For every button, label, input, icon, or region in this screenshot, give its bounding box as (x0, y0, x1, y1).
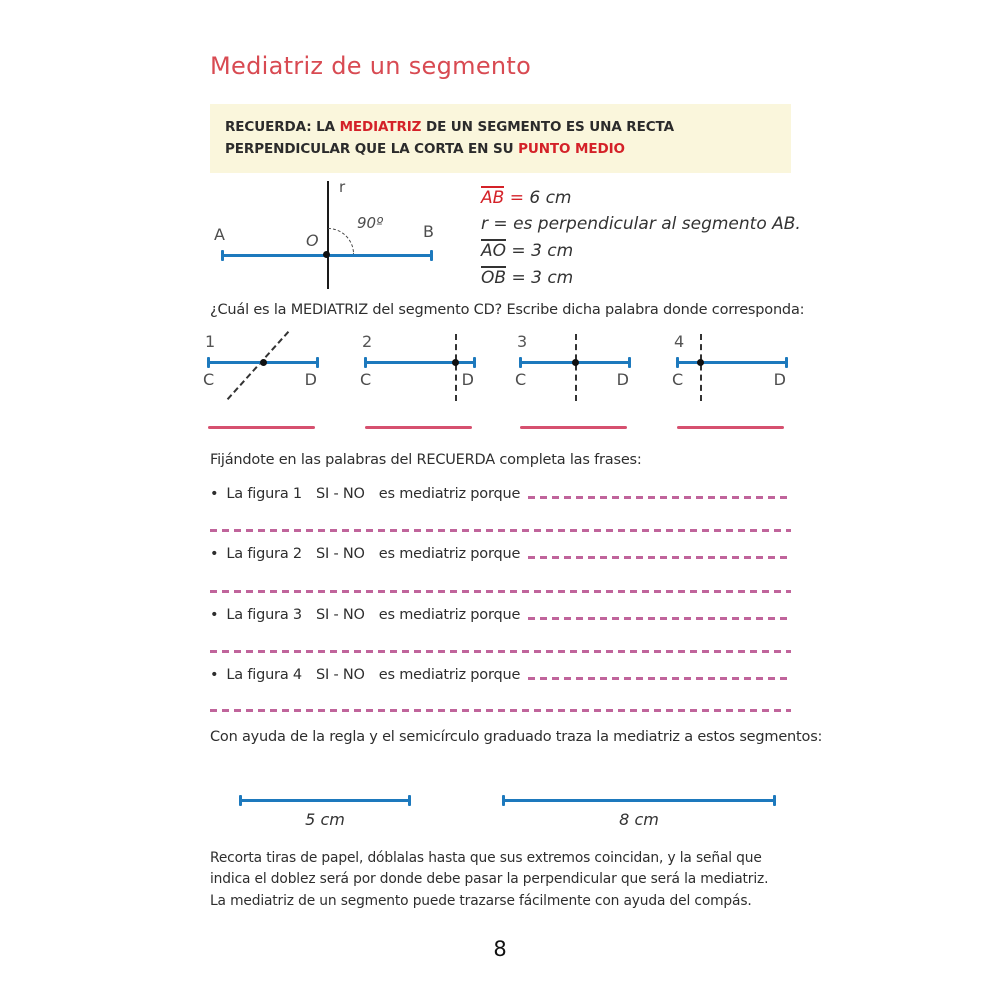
figure-1 (203, 330, 323, 406)
fact-r-value: es perpendicular al segmento AB. (513, 213, 801, 234)
segment-8cm[interactable] (503, 799, 775, 802)
fact-ao (481, 239, 801, 262)
frase-1-suffix: es mediatriz porque (378, 486, 521, 502)
bullet-icon: • (210, 546, 219, 562)
note-highlight-punto-medio: PUNTO MEDIO (518, 140, 625, 157)
figure-2-label-d: D (461, 370, 474, 389)
fact-ao-value: 3 cm (531, 240, 574, 261)
footer-paragraph (210, 848, 798, 912)
frase-1-si-no-options: SI - NO (315, 486, 365, 502)
recuerda-note (210, 104, 791, 173)
answer-line-2[interactable] (365, 426, 472, 429)
frase-3-suffix: es mediatriz porque (378, 607, 521, 623)
figure-3-label-d: D (616, 370, 629, 389)
figure-4-dashed-line (700, 334, 702, 401)
figure-4-label-c: C (672, 370, 684, 389)
figure-3 (515, 330, 635, 406)
frase-3-continuation-line[interactable] (210, 650, 791, 653)
figure-1-number: 1 (205, 332, 216, 351)
note-highlight-mediatriz: MEDIATRIZ (339, 119, 422, 135)
frase-row-2 (210, 546, 791, 562)
figure-1-dashed-line (227, 331, 289, 400)
frase-4-continuation-line[interactable] (210, 709, 791, 712)
fact-ao-eq: = (506, 240, 532, 261)
figure-3-intersection-dot (572, 359, 579, 366)
frase-4-si-no-options: SI - NO (315, 667, 365, 683)
label-a: A (214, 225, 225, 244)
figure-1-intersection-dot (260, 359, 267, 366)
segment-5cm[interactable] (240, 799, 410, 802)
bullet-icon: • (210, 667, 219, 683)
figure-2-intersection-dot (452, 359, 459, 366)
fact-r (481, 214, 801, 234)
figure-3-dashed-line (575, 334, 577, 401)
fact-ab-eq: = (504, 188, 530, 208)
fact-r-eq: = (488, 213, 514, 234)
question-text: ¿Cuál es la MEDIATRIZ del segmento CD? Escribe dicha palabra donde corresponda: (210, 302, 805, 318)
segment-8cm-label: 8 cm (619, 810, 659, 829)
answer-line-3[interactable] (520, 426, 627, 429)
label-b: B (423, 222, 434, 241)
footer-line-1: Recorta tiras de papel, dóblalas hasta que sus extremos coincidan, y la señal que indica el doblez será por donde debe pasar la perpendicular que será la mediatriz. (210, 850, 769, 888)
answer-line-1[interactable] (208, 426, 315, 429)
figure-3-number: 3 (517, 332, 528, 351)
fact-ao-term: AO (481, 240, 507, 261)
frase-row-4 (210, 667, 791, 683)
page-title: Mediatriz de un segmento (210, 52, 532, 80)
frase-1-answer-fill-line[interactable] (528, 496, 791, 499)
figure-2-label-c: C (360, 370, 372, 389)
frase-4-answer-fill-line[interactable] (528, 677, 791, 680)
right-angle-arc (328, 228, 354, 254)
frase-2-continuation-line[interactable] (210, 590, 791, 593)
answer-line-4[interactable] (677, 426, 784, 429)
page-number: 8 (493, 937, 507, 961)
fact-ab-term: AB (481, 188, 505, 208)
frase-3-answer-fill-line[interactable] (528, 617, 791, 620)
fact-ob-value: 3 cm (531, 268, 574, 289)
fact-ab (481, 186, 801, 209)
figure-3-label-c: C (515, 370, 527, 389)
diagram-facts (481, 186, 801, 294)
label-o: O (306, 231, 319, 250)
exercise-intro: Fijándote en las palabras del RECUERDA completa las frases: (210, 452, 642, 468)
figure-1-label-c: C (203, 370, 215, 389)
frase-3-si-no-options: SI - NO (315, 607, 365, 623)
frase-row-3 (210, 607, 791, 623)
figure-4-label-d: D (773, 370, 786, 389)
frase-1-continuation-line[interactable] (210, 529, 791, 532)
frase-3-prefix: La figura 3 (226, 607, 302, 623)
footer-line-2: La mediatriz de un segmento puede trazarse fácilmente con ayuda del compás. (210, 892, 752, 909)
figure-4-segment-cd (677, 361, 787, 364)
frase-2-answer-fill-line[interactable] (528, 556, 791, 559)
figure-4-number: 4 (674, 332, 685, 351)
frase-2-si-no-options: SI - NO (315, 546, 365, 562)
bullet-icon: • (210, 486, 219, 502)
angle-label: 90º (357, 214, 384, 232)
frase-4-suffix: es mediatriz porque (378, 667, 521, 683)
figure-2-dashed-line (455, 334, 457, 401)
frase-row-1 (210, 486, 791, 502)
figure-4 (672, 330, 792, 406)
segment-5cm-label: 5 cm (305, 810, 345, 829)
frase-2-prefix: La figura 2 (226, 546, 302, 562)
fact-ob (481, 266, 801, 289)
note-text-part2: DE UN SEGMENTO ES UNA RECTA PERPENDICULAR QUE LA CORTA EN SU (225, 119, 674, 157)
trace-instruction: Con ayuda de la regla y el semicírculo graduado traza la mediatriz a estos segmentos: (210, 729, 823, 745)
fact-ob-eq: = (506, 268, 532, 289)
midpoint-o-dot (323, 251, 330, 258)
frase-2-suffix: es mediatriz porque (378, 546, 521, 562)
frase-1-prefix: La figura 1 (226, 486, 302, 502)
fact-ab-value: 6 cm (529, 188, 572, 208)
figure-1-label-d: D (304, 370, 317, 389)
bullet-icon: • (210, 607, 219, 623)
label-r: r (339, 178, 346, 196)
figure-2-number: 2 (362, 332, 373, 351)
fact-ob-term: OB (481, 268, 507, 289)
frase-4-prefix: La figura 4 (226, 667, 302, 683)
figure-4-intersection-dot (697, 359, 704, 366)
figure-2 (360, 330, 480, 406)
note-text-part1: RECUERDA: LA (225, 119, 340, 135)
fact-r-term: r (481, 213, 488, 234)
